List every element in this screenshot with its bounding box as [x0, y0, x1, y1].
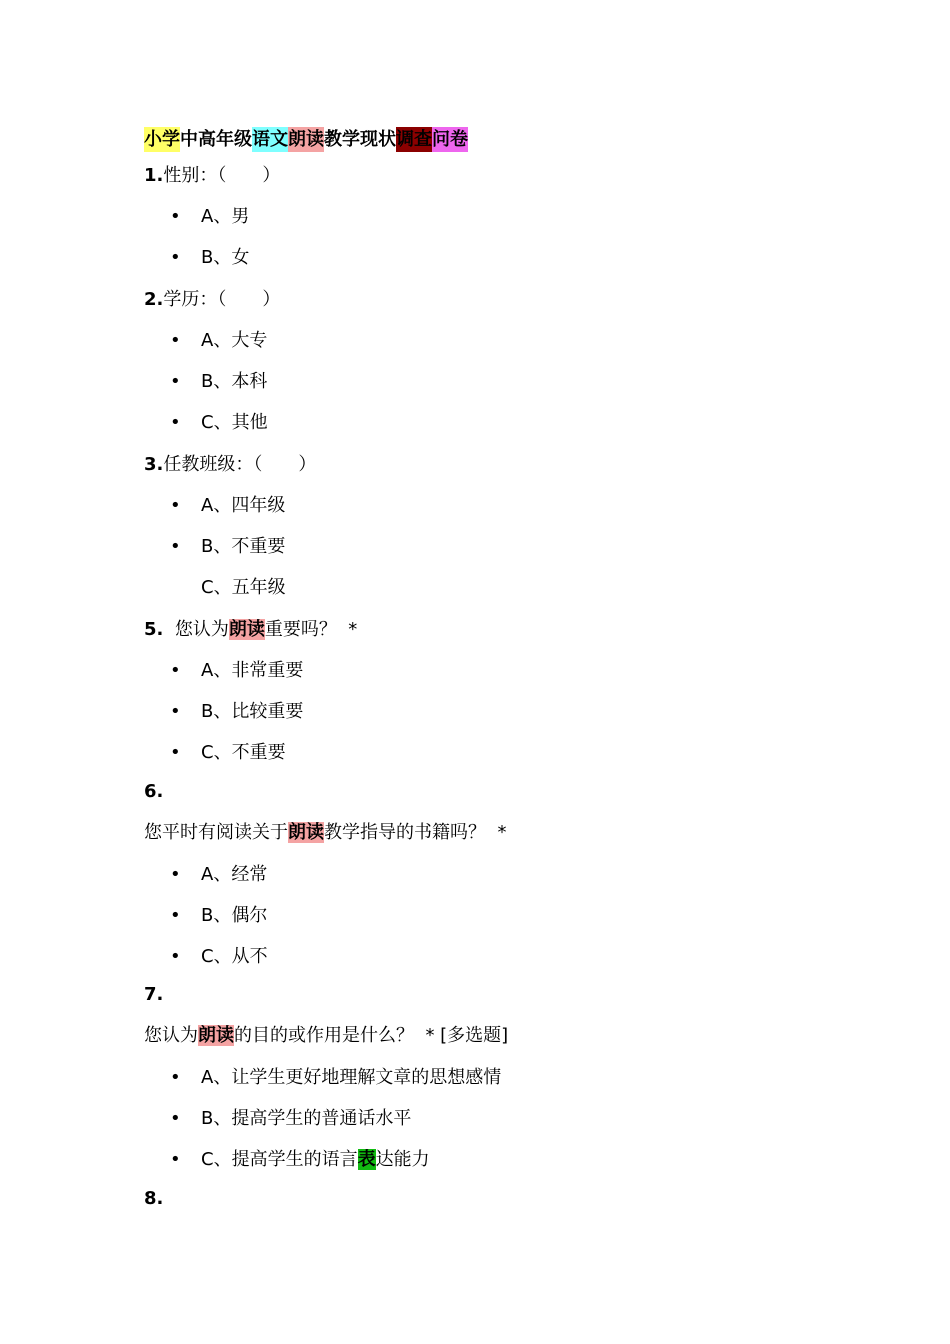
- bullet-icon: •: [170, 412, 181, 433]
- bullet-icon: •: [170, 660, 181, 681]
- question-number: 7.: [144, 984, 164, 1005]
- question-8-number: [144, 1186, 163, 1212]
- keyword-highlight: 朗读: [288, 822, 324, 843]
- title-part: 调查: [396, 129, 432, 150]
- option-item[interactable]: C、不重要: [201, 742, 286, 763]
- bullet-icon: •: [170, 247, 181, 268]
- page-title: [144, 127, 468, 153]
- option-item[interactable]: A、让学生更好地理解文章的思想感情: [201, 1067, 502, 1088]
- option-item[interactable]: C、其他: [201, 412, 268, 433]
- question-5: [144, 617, 357, 643]
- bullet-icon: •: [170, 1067, 181, 1088]
- option-item[interactable]: B、比较重要: [201, 701, 304, 722]
- bullet-icon: •: [170, 206, 181, 227]
- option-item[interactable]: B、不重要: [201, 536, 286, 557]
- keyword-highlight: 朗读: [228, 619, 265, 640]
- bullet-icon: •: [170, 371, 181, 392]
- title-part: 语文: [252, 129, 288, 150]
- title-part: 朗读: [288, 129, 324, 150]
- option-item[interactable]: B、女: [201, 247, 250, 268]
- bullet-icon: •: [170, 864, 181, 885]
- question-text: 学历：（ ）: [163, 289, 281, 310]
- question-6-number: [144, 779, 163, 805]
- bullet-icon: •: [170, 946, 181, 967]
- question-text: 的目的或作用是什么？ * [多选题]: [234, 1025, 509, 1046]
- option-text: 达能力: [375, 1149, 430, 1170]
- question-number: 8.: [144, 1188, 164, 1209]
- question-1: [144, 163, 280, 189]
- question-text: 性别：（ ）: [163, 165, 281, 186]
- bullet-icon: •: [170, 330, 181, 351]
- option-item[interactable]: A、大专: [201, 330, 268, 351]
- question-number: 2.: [144, 289, 164, 310]
- question-number: 3.: [144, 454, 164, 475]
- question-number: 1.: [144, 165, 164, 186]
- question-text: 重要吗？ *: [264, 619, 358, 640]
- title-part: 问卷: [432, 129, 468, 150]
- option-item[interactable]: A、男: [201, 206, 250, 227]
- bullet-icon: •: [170, 1149, 181, 1170]
- bullet-icon: •: [170, 1108, 181, 1129]
- question-6: [144, 820, 506, 846]
- option-item[interactable]: B、偶尔: [201, 905, 268, 926]
- question-number: 5.: [144, 619, 164, 640]
- question-text: 您认为: [144, 1025, 198, 1046]
- option-item[interactable]: A、非常重要: [201, 660, 304, 681]
- bullet-icon: •: [170, 905, 181, 926]
- question-3: [144, 452, 316, 478]
- option-item[interactable]: B、本科: [201, 371, 268, 392]
- option-item[interactable]: C、五年级: [201, 577, 286, 598]
- question-text: 您认为: [163, 619, 229, 640]
- bullet-icon: •: [170, 742, 181, 763]
- bullet-icon: •: [170, 495, 181, 516]
- keyword-highlight: 表: [357, 1149, 376, 1170]
- question-2: [144, 287, 280, 313]
- title-part: 中高年级: [180, 129, 252, 150]
- question-text: 任教班级：（ ）: [163, 454, 317, 475]
- bullet-icon: •: [170, 536, 181, 557]
- option-item[interactable]: A、经常: [201, 864, 268, 885]
- question-7-number: [144, 982, 163, 1008]
- option-item[interactable]: C、从不: [201, 946, 268, 967]
- question-text: 您平时有阅读关于: [144, 822, 288, 843]
- title-part: 教学现状: [324, 129, 396, 150]
- title-part: 小学: [144, 129, 180, 150]
- option-item[interactable]: A、四年级: [201, 495, 286, 516]
- option-text: C、提高学生的语言: [201, 1149, 358, 1170]
- question-7: [144, 1023, 508, 1049]
- option-item[interactable]: [201, 1147, 430, 1173]
- bullet-icon: •: [170, 701, 181, 722]
- question-text: 教学指导的书籍吗？ *: [324, 822, 507, 843]
- option-item[interactable]: B、提高学生的普通话水平: [201, 1108, 412, 1129]
- keyword-highlight: 朗读: [198, 1025, 234, 1046]
- question-number: 6.: [144, 781, 164, 802]
